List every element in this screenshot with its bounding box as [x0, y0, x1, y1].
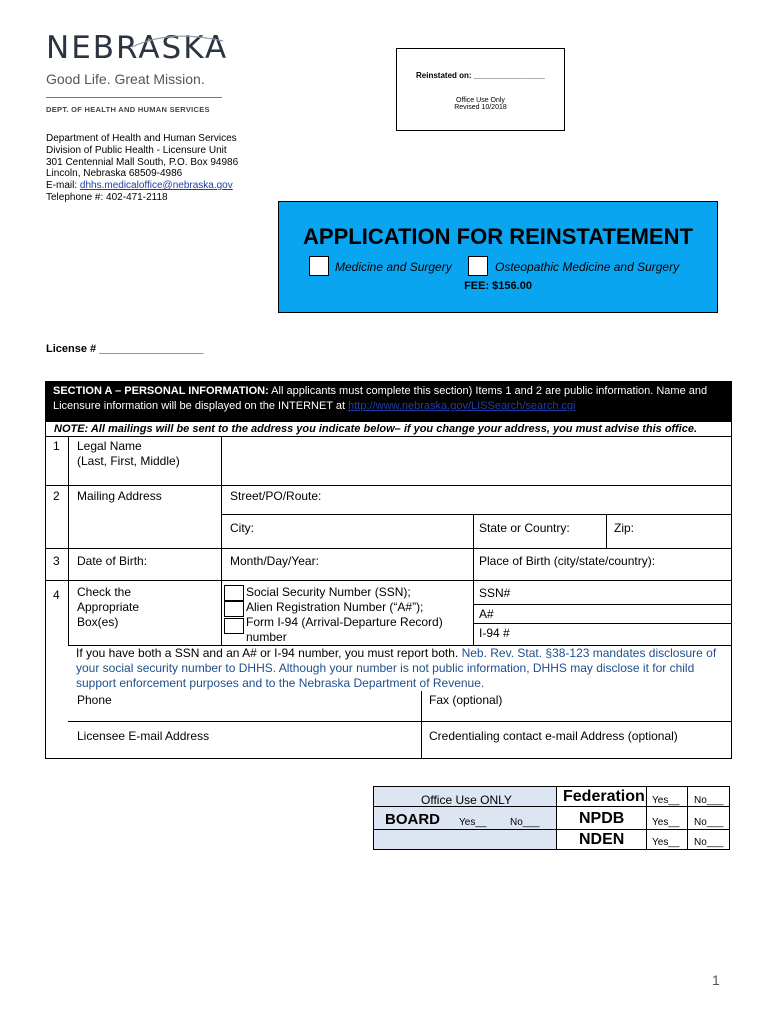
board-yes[interactable]: Yes__	[459, 817, 487, 828]
ssn-field[interactable]: SSN#	[479, 586, 511, 600]
nden-yes[interactable]: Yes__	[652, 837, 680, 848]
alien-reg-checkbox[interactable]	[224, 601, 244, 617]
board-no[interactable]: No___	[510, 817, 540, 828]
license-number-field[interactable]: License # _________________	[46, 343, 204, 355]
office-only-label: Office Use ONLY	[421, 793, 512, 807]
check-boxes-label: Check the Appropriate Box(es)	[77, 585, 140, 629]
npdb-yes[interactable]: Yes__	[652, 817, 680, 828]
office-use-table	[373, 786, 730, 850]
application-title-box	[278, 201, 718, 313]
fee-label: FEE: $156.00	[464, 280, 532, 292]
agency-phone: Telephone #: 402-471-2118	[46, 191, 168, 203]
address-line: 301 Centennial Mall South, P.O. Box 94986	[46, 156, 239, 168]
state-field[interactable]: State or Country:	[479, 521, 570, 535]
agency-email-link[interactable]: dhhs.medicaloffice@nebraska.gov	[79, 180, 233, 192]
legal-name-input[interactable]	[222, 438, 730, 484]
fax-field[interactable]: Fax (optional)	[429, 693, 503, 707]
logo-divider	[46, 97, 222, 98]
city-field[interactable]: City:	[230, 521, 254, 535]
osteopathic-checkbox[interactable]	[468, 256, 488, 276]
federation-label: Federation	[563, 788, 645, 805]
revised-label: Revised 10/2018	[454, 104, 507, 111]
federation-yes[interactable]: Yes__	[652, 795, 680, 806]
osteopathic-label: Osteopathic Medicine and Surgery	[495, 260, 680, 274]
zip-field[interactable]: Zip:	[614, 521, 635, 535]
logo-tagline: Good Life. Great Mission.	[46, 71, 205, 87]
address-line: Lincoln, Nebraska 68509-4986	[46, 168, 183, 180]
i94-option-label: Form I-94 (Arrival-Departure Record) number	[246, 615, 443, 644]
page-number: 1	[712, 972, 720, 988]
phone-field[interactable]: Phone	[77, 693, 112, 707]
mailing-address-label: Mailing Address	[77, 489, 162, 503]
address-line: Division of Public Health - Licensure Unit	[46, 144, 227, 156]
federation-no[interactable]: No___	[694, 795, 724, 806]
i94-field[interactable]: I-94 #	[479, 626, 510, 640]
section-a-header	[45, 381, 732, 421]
office-use-box	[396, 48, 565, 131]
office-use-label: Office Use Only	[456, 97, 505, 104]
medicine-surgery-checkbox[interactable]	[309, 256, 329, 276]
row-number: 1	[53, 439, 60, 453]
nden-no[interactable]: No___	[694, 837, 724, 848]
section-a-text: All applicants must complete this section) Items 1 and 2 are public information. Name and Licensure information will be displayed on the INTERNET at	[53, 385, 708, 412]
section-a-title: SECTION A – PERSONAL INFORMATION:	[53, 385, 269, 397]
ssn-disclosure: If you have both a SSN and an A# or I-94 number, you must report both. Neb. Rev. Stat. §38-123 mandates disclosure of your social security number to DHHS. Although your number is not public information, DHHS may disclose it for child support enforcement purposes and to the Nebraska Department of Revenue.	[76, 646, 717, 690]
dob-field[interactable]: Month/Day/Year:	[230, 554, 319, 568]
logo-dept: DEPT. OF HEALTH AND HUMAN SERVICES	[46, 105, 210, 114]
logo-swoosh-icon	[130, 31, 225, 51]
logo-title: NEBRASKA	[46, 30, 229, 66]
lis-search-link[interactable]: http://www.nebraska.gov/LISSearch/search.cgi	[348, 400, 576, 412]
row-number: 3	[53, 554, 60, 568]
npdb-label: NPDB	[579, 810, 625, 827]
address-line: Department of Health and Human Services	[46, 133, 237, 144]
alien-reg-option-label: Alien Registration Number (“A#”);	[246, 600, 424, 614]
medicine-surgery-label: Medicine and Surgery	[335, 260, 452, 274]
ssn-checkbox[interactable]	[224, 585, 244, 601]
ssn-option-label: Social Security Number (SSN);	[246, 585, 411, 599]
street-field[interactable]: Street/PO/Route:	[230, 489, 322, 503]
credentialing-email-field[interactable]: Credentialing contact e-mail Address (optional)	[429, 729, 678, 743]
licensee-email-field[interactable]: Licensee E-mail Address	[77, 729, 210, 743]
i94-checkbox[interactable]	[224, 618, 244, 634]
email-label: E-mail:	[46, 180, 80, 192]
agency-address	[46, 133, 238, 204]
dob-label: Date of Birth:	[77, 554, 148, 568]
board-label: BOARD	[385, 811, 440, 828]
birthplace-field[interactable]: Place of Birth (city/state/country):	[479, 554, 656, 568]
reinstated-on-field[interactable]: Reinstated on: ________________	[416, 71, 545, 80]
row-number: 2	[53, 489, 60, 503]
a-number-field[interactable]: A#	[479, 607, 494, 621]
legal-name-label: Legal Name (Last, First, Middle)	[77, 439, 180, 468]
npdb-no[interactable]: No___	[694, 817, 724, 828]
nden-label: NDEN	[579, 831, 625, 848]
row-number: 4	[53, 588, 60, 602]
mailing-note: NOTE: All mailings will be sent to the address you indicate below– if you change your address, you must advise this office.	[45, 421, 732, 437]
application-title: APPLICATION FOR REINSTATEMENT	[303, 224, 693, 249]
